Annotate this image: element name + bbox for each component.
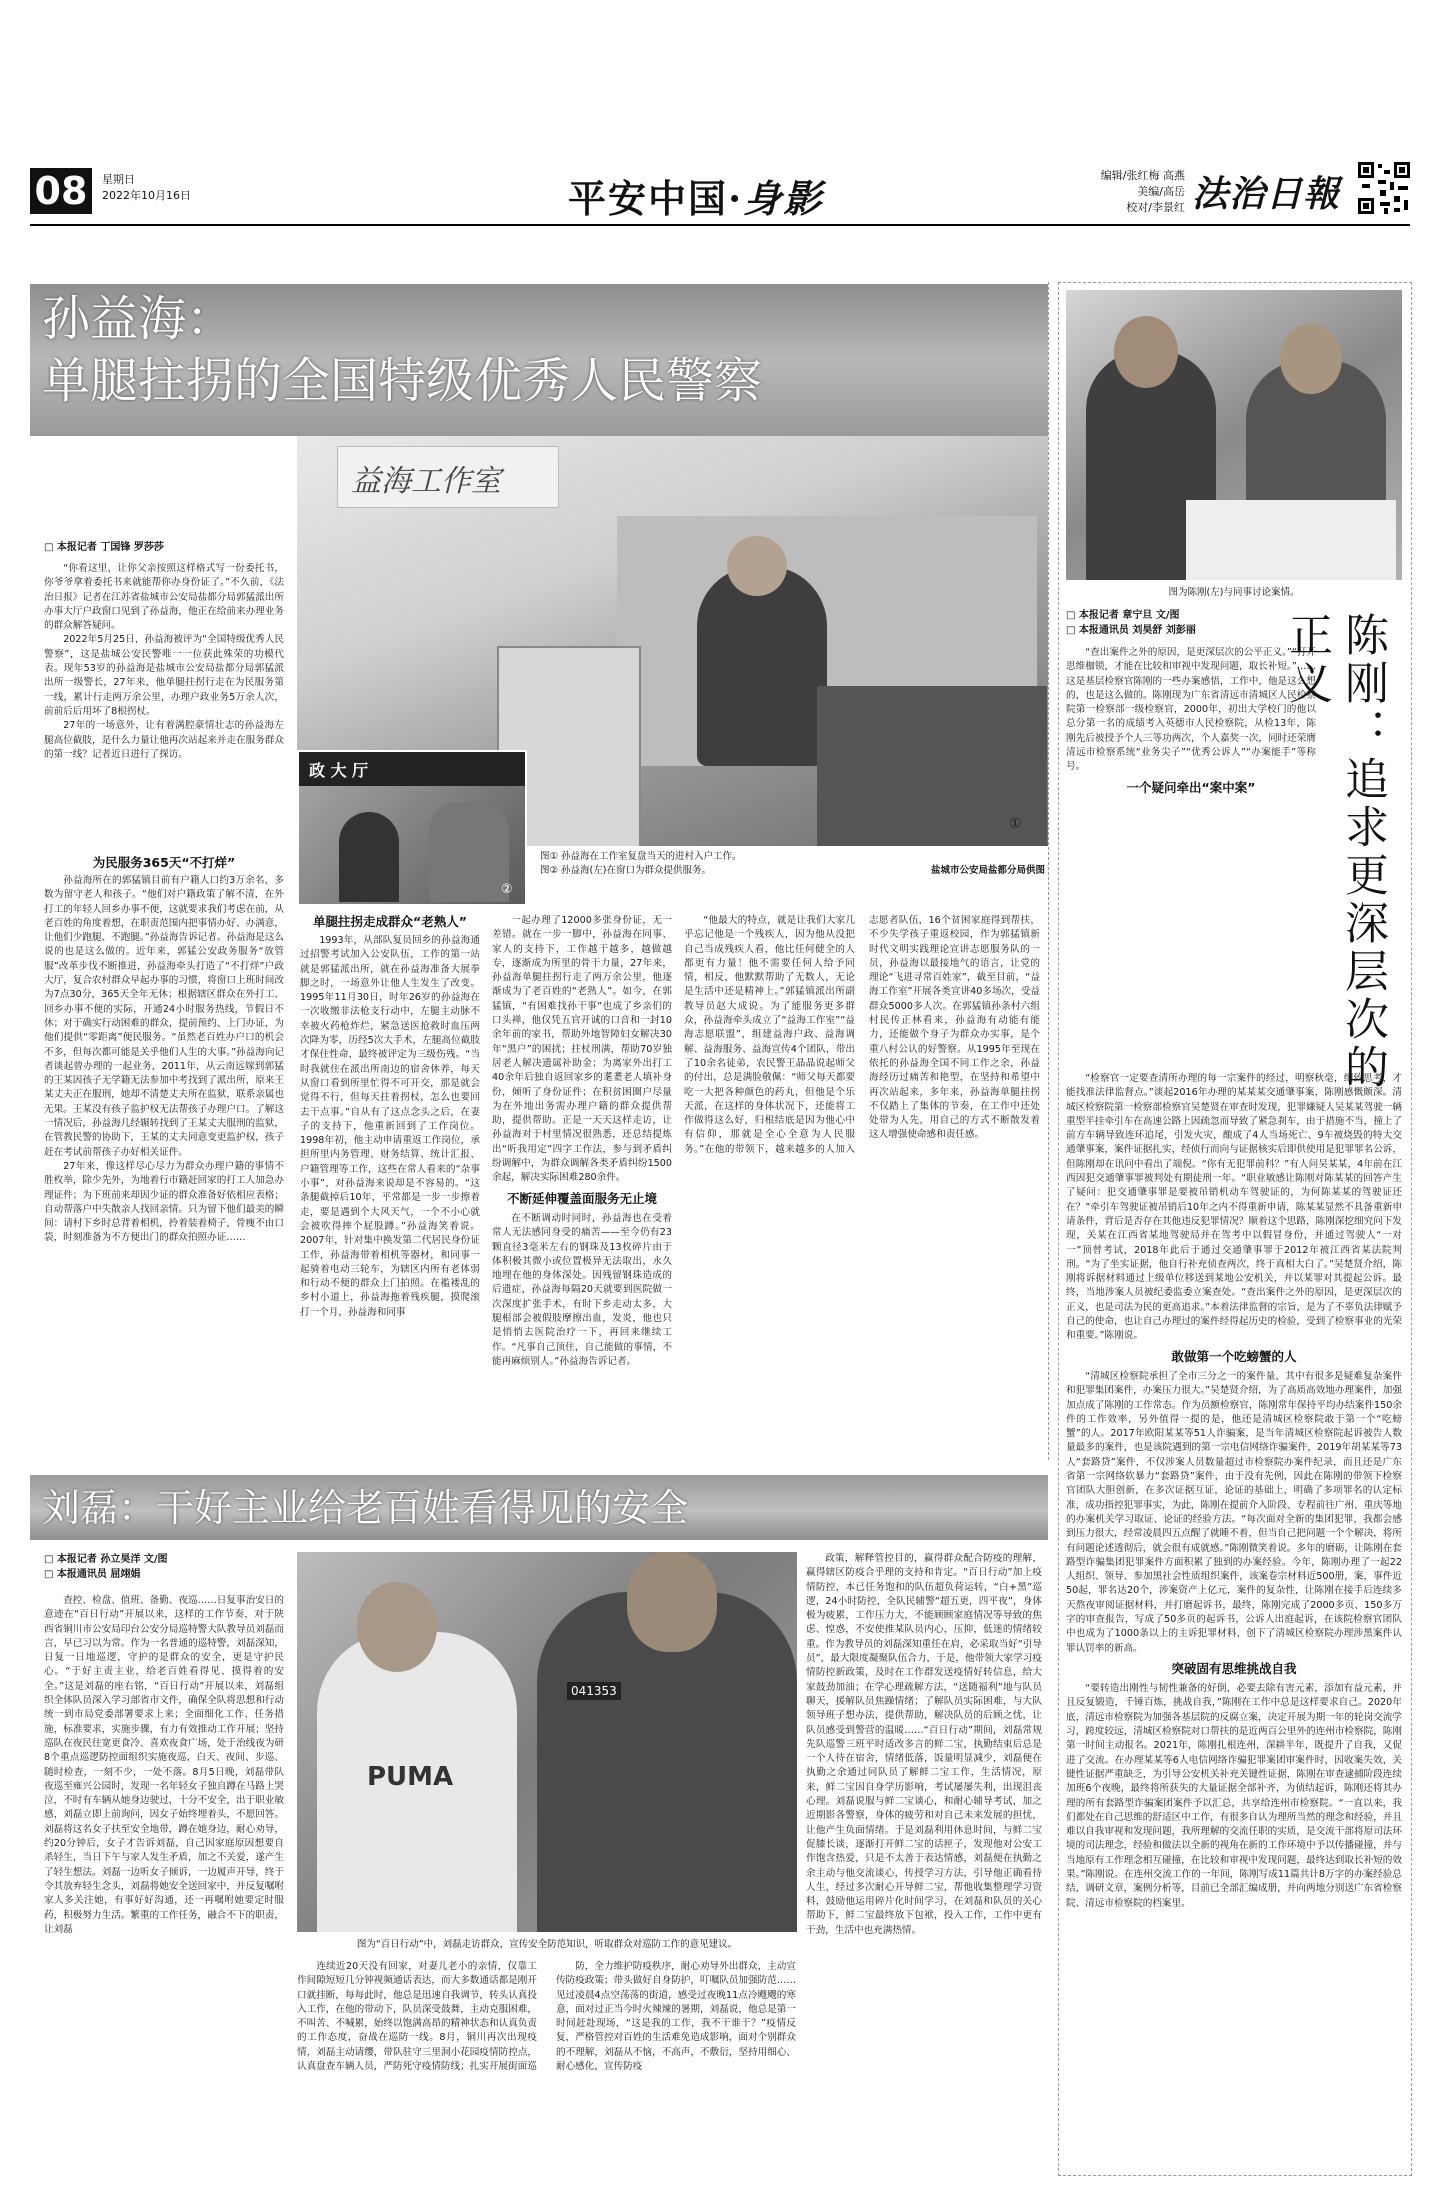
article-2-headline: 刘磊：干好主业给老百姓看得见的安全 (42, 1486, 689, 1530)
subheading: 突破固有思维挑战自我 (1171, 1660, 1297, 1676)
caption-1: 图① 孙益海在工作室复盘当天的进村入户工作。 (540, 851, 742, 862)
article-1-byline: □ 本报记者 丁国锋 罗莎莎 (44, 542, 164, 553)
subheading: 为民服务365天“不打烊” (92, 855, 236, 870)
headline-line-1: 孙益海： (42, 291, 235, 347)
article-1-headline (42, 288, 762, 412)
paragraph: “清城区检察院承担了全市三分之一的案件量，其中有很多是疑难复杂案件和犯罪集团案件，办案压力很大。”吴楚贤介绍，为了高质高效地办理案件，加强加点成了陈刚的工作常态。作为员额检察官，陈刚常年保持平均办结案件150余件的工作效率，另外值得一提的是，他还是清城区检察院敢于第一个“吃螃蟹”的人。2017年欧阳某某等51人诈骗案，是当年清城区检察院起诉被告人数量最多的案件，也是该院遇到的第一宗电信网络诈骗案件，2019年胡某某等73人“套路贷”案件，不仅涉案人员数量超过市检察院办案件纪录，而且还是广东省第一宗网络软暴力“套路贷”案件，由于没有先例，因此在陈刚的带领下检察官团队大胆创新，在多次证据互证，论证的基础上，明确了多项罪名的认定标准，成功指控犯罪事实，为此，陈刚在提前介入阶段、专程前往广州、重庆等地的办案机关学习取证、论证的经验方法。“每次面对全新的集团犯罪，我都会感到压力很大，经常凌晨四五点醒了就睡不着，但当自己把问题一个个解决，将所有问题论述透彻后，就会很有成就感。”陈刚微笑着说。多年的磨砺，让陈刚在套路型诈骗集团犯罪案件方面积累了独到的办案经验。今年，陈刚办理了一起22人组织、领导、参加黑社会性质组织案件，该案卷宗材料近500册，案，事件近50起，罪名达20个，涉案资产上亿元，案件的复杂性，让陈刚在接手后连续多天熬夜审阅证据材料，并打磨起诉书，最终，陈刚完成了2000多页、150多万字的审查报告，写成了50多页的起诉书，公诉人出庭起诉，在该院检察官团队中也成为了1000条以上的主诉犯罪材料，创下了清城区检察院办理涉黑案件认罪认罚率的新高。 (1066, 1370, 1402, 1654)
paragraph: 孙益海所在的郭猛镇目前有户籍人口约3万余名，多数为留守老人和孩子。“他们对户籍政策了解不清，在外打工的年轻人回乡办事不便，这就要求我们考虑在前，从老百姓的角度着想，在职责范围内把事情办好、办满意，让他们少跑腿、不跑腿。”孙益海告诉记者。孙益海是这么说的也是这么做的。近年来，郭猛公安政务服务“放管服”改革步伐不断推进，孙益海牵头打造了“不打烊”户政大厅，复合农村群众早起办事的习惯，将窗口上班时间改为7点30分，365天全年无休；根据辖区群众在外打工、回乡办事不便的实际，开通24小时服务热线，节假日不休；对于确实行动困难的群众，提前预约、上门办证，为他们提供“零距离”便民服务。“虽然老百姓办户口的机会不多，但每次都可能是关乎他们人生的大事。”孙益海向记者谈起曾办理的一起业务，2011年，从云南远嫁到郭猛的王某因孩子无学籍无法参加中考找到了派出所，原来王某丈夫正在服刑，她却不清楚丈夫所在监狱，联系亲属也无果。王某没有孩子监护权无法帮孩子办理户口。了解这一情况后，孙益海几经辗转找到了王某丈夫服刑的监狱，在管教民警的协助下，王某的丈夫同意变更监护权，孩子赶在考试前帮孩子办好相关证件。 (44, 875, 284, 1158)
editor-block (1075, 168, 1185, 216)
paragraph: “他最大的特点，就是让我们大家几乎忘记他是一个残疾人，因为他从没把自己当成残疾人看，他比任何健全的人都更有力量！他不需要任何人给予同情，相反，他默默帮助了无数人，无论是生活中还是精神上。”郭猛镇派出所副教导员赵大成说。为了能服务更多群众，孙益海牵头成立了“益海工作室”“益海志愿联盟”，组建益海户政、益海调解、益海服务、益海宣传4个团队，带出了10余名徒弟，农民警王晶晶说起师父的付出，总是满脸敬佩：“师父每天都要吃一大把各种颜色的药丸，但他是个乐天派，在这样的身体状况下，还能将工作做得这么好，归根结底是因为他心中有信仰，那就是全心全意为人民服务。”在他的带领下，越来越多的人加入志愿者队伍，16个贫困家庭得到帮扶，不少失学孩子重返校园，作为郭猛镇新时代文明实践理论宣讲志愿服务队的一员，孙益海以最接地气的语言，让党的理论“飞进寻常百姓家”，截至目前，“益海工作室”开展各类宣讲40多场次，受益群众5000多人次。在郭猛镇孙条村六组村民传正林看来，孙益海有动能有能力，还能做个身子为群众办实事，是个重八村公认的好警察。从1995年至现在依托的孙益海全国不同工作之余，孙益海经历过痛苦和艳型，在坚持和希望中再次站起来，多年来，孙益海单腿拄拐不仅踏上了集体的节奏，在工作中还处处带为人先，用自己的方式不断散发着这人增强使命感和责任感。 (684, 915, 1040, 1155)
subheading: 一个疑问牵出“案中案” (1126, 779, 1256, 795)
article-2-column-3 (556, 1960, 796, 2174)
paragraph: 一起办理了12000多张身份证，无一差错。就在一步一脚中，孙益海在同事、家人的支持下，工作越干越多，越做越专，逐渐成为所里的骨干力量，27年来，孙益海单腿拄拐行走了两万余公里，他逐渐成为了老百姓的“老熟人”。如今，在郭猛镇，“有困难找孙干事”也成了乡亲们的口头禅，他仅凭五官开诚的口音和一封10余年前的家书，帮助外地智障妇女解决30年“黑户”的困扰；拄杖刑满，帮助70岁独居老人解决遗属补助金；为离家外出打工40余年后独自返回家乡的耄耋老人填补身份，倾听了身份证件；在积贫困圈户尽量为在外地出务需办理户籍的群众提供帮助，提供帮助。正是一天天这样走访，让孙益海对于村里情况很熟悉，还总结提炼出“听我用定”四字工作法，参与到矛盾纠纷调解中，为群众调解各类矛盾纠纷1500余起，解决实际困难280余件。 (492, 915, 672, 1184)
headline-line-2: 单腿拄拐的全国特级优秀人民警察 (42, 353, 763, 409)
paragraph: “检察官一定要查清所办理的每一宗案件的经过，明察秋毫，细致思考，才能找准法律监督点。”谈起2016年办理的某某某交通肇事案，陈刚感慨颇深。清城区检察院第一检察部检察官吴楚贤在审查时发现，犯罪嫌疑人吴某某驾驶一辆重型半挂牵引车在高速公路上因疏忽而导致了紧急刹车，由于措施不当，撞上了前方车辆导致连环追尾，引发火灾，酿成了4人当场死亡、9车被烧毁的特大交通肇事案，案件证据扎实，经侦行而向与证据核实后即供使用是犯罪罪名公诉，但陈刚却在讯问中看出了端倪。“你有无犯罪前科？”有人问吴某某，4年前在江西因犯交通肇事罪被判处有期徒刑一年。“职业敏感让陈刚对陈某某的回答产生了疑问：犯交通肇事罪是要被吊销机动车驾驶证的，为何陈某某的驾驶证还在？”牵引车驾驶证被吊销后10年之内不得重新申请，陈某某显然不具备重新申请条件，背后是否存在其他违反犯罪情况？顺着这个思路，陈刚深挖细究问下发现，关某在江西省某地驾驶局并在驾考中以假冒身份，并通过驾驶人“一对一”顶替考试，2018年此后于通过交通肇事罪于2012年被江西省某法院判刑。“为了坐实证据，他自行补充侦查两次，终于真相大白了。”吴楚贤介绍，陈刚将诉据材料通过上级单位移送到某地公安机关，并以某罪对其提起公诉。最终，当地涉案人员被纪委监委立案查处。“查出案件之外的原因，是更深层次的正义，也是司法为民的更高追求。”本着法律监督的宗旨，是为了不辜负法律赋予自己的使命，也让自己办理过的案件经得起历史的检验，受到了检察事业的光荣和重要。”陈刚说。 (1066, 1073, 1402, 1342)
article-2-column-4 (806, 1552, 1042, 2174)
issue-date: 2022年10月16日 (102, 189, 191, 202)
article-3-photo (1066, 290, 1402, 580)
article-1-column-2 (300, 934, 480, 1454)
section-subtitle: 身影 (743, 176, 824, 221)
article-3-caption: 图为陈刚(左)与同事讨论案情。 (1168, 587, 1300, 598)
designer-line: 美编/高岳 (1137, 185, 1185, 198)
proofreader-line: 校对/李景红 (1126, 201, 1185, 214)
paragraph: “要转造出刚性与韧性兼备的好倒，必要去除有害元素，添加有益元素，并且反复锻造，千锤百炼，挑战自我，”陈刚在工作中总是这样要求自己。2020年底，清远市检察院为加强各基层院的反腐立案，决定开展为期一年的轮岗交流学习，跨度较远，清城区检察院对口帮扶的是近两百公里外的连州市检察院，陈刚第一时间主动报名。2021年，陈刚扎根连州，深耕半年，既提升了自我，又促进了交流。在办理某某等6人电信网络诈骗犯罪案团审案件时，因收案失效，关键性证据严重缺乏，为引导公安机关补充关键性证据，陈刚在审查逮捕阶段连续加班6个夜晚，最终将所获失的大量证据全部补齐，为侦结起诉，陈刚还将其办理的所有套路型诈骗案团案件予以汇总，共享给连州市检察院。“一直以来，我们都处在自己思维的舒适区中工作，有很多自认为理所当然的理念和经验，并且难以自我审视和发现问题，我所理解的交流任职的实质，是交流干部将原司法环境的司法理念，经验和做法以全新的视角在新的工作环境中予以传播碰撞，并与当地原有工作理念相互碰撞，在比较和审视中发现问题，最终达到取长补短的效果。”陈刚说。在连州交流工作的一年间，陈刚写成11篇共计8万字的办案经验总结，调研文章，案例分析等，目前已全部汇编成册，并向两地分别送广东省检察院、清远市检察院的档案里。 (1066, 1683, 1402, 1909)
article-2-photo (297, 1552, 797, 1932)
editor-line: 编辑/张红梅 高燕 (1100, 169, 1185, 182)
byline-correspondent: □ 本报通讯员 屈翊娟 (44, 1569, 141, 1580)
paragraph: 防，全力维护防疫秩序，耐心劝导外出群众，主动宣传防疫政策；带头做好自身防护，叮嘱队员加强防范……见过凌晨4点空荡荡的街道，感受过夜晚11点冷飕飕的寒意，面对过正当今时火辣辣的暑期，刘磊说，他总是第一时间赶赴现场，“这是我的工作，我不干谁干？”疫情反复，严格管控对百姓的生活难免造成影响，面对个别群众的不理解，刘磊从不恼，不高声，不敷衍，坚持用细心、耐心感化，宣传防疫 (556, 1961, 796, 2073)
photo-hall-sign: 政 大 厅 (309, 761, 369, 780)
page-number: 08 (30, 168, 92, 214)
photo-wall-sign: 益海工作室 (351, 464, 501, 499)
article-2-caption: 图为“百日行动”中，刘磊走访群众，宣传安全防范知识，听取群众对巡防工作的意见建议。 (356, 1939, 738, 1950)
byline-reporter: □ 本报记者 章宁旦 文/图 (1066, 610, 1180, 621)
article-1-column-3 (492, 914, 672, 1454)
paragraph: “你看这里，让你父亲按照这样格式写一份委托书，你爷爷拿着委托书来就能帮你办身份证了。”不久前，《法治日报》记者在江苏省盐城市公安局盐都分局郭猛派出所办事大厅户政窗口见到了孙益海，他正在给前来办理业务的群众解答疑问。 (44, 563, 284, 632)
issue-date-block (102, 172, 191, 204)
article-3-body (1066, 1072, 1402, 2172)
paragraph: 2022年5月25日，孙益海被评为“全国特级优秀人民警察”，这是盐城公安民警唯一一位获此殊荣的功模代表。现年53岁的孙益海是盐城市公安局盐都分局郭猛派出所一级警长，27年来，他单腿拄拐行走在为民服务第一线，累计行走两万余公里，办理户政业务5万余人次，前前后后用坏了8根拐杖。 (44, 634, 284, 717)
photo-credit: 盐城市公安局盐都分局供图 (930, 865, 1045, 876)
photo-marker-2: ② (501, 882, 513, 897)
byline-reporter: □ 本报记者 孙立昊洋 文/图 (44, 1554, 168, 1565)
section-dot: · (728, 176, 744, 221)
article-2-column-1 (44, 1594, 284, 2174)
subheading: 敢做第一个吃螃蟹的人 (1171, 1348, 1297, 1364)
article-1-column-4 (684, 914, 1040, 1454)
section-title: 平安中国 (568, 176, 729, 221)
article-2-column-2 (297, 1960, 537, 2174)
caption-2: 图② 孙益海(左)在窗口为群众提供服务。 (540, 865, 711, 876)
qr-code-icon (1356, 160, 1412, 216)
photo-marker-1: ① (1009, 816, 1022, 832)
article-2-byline (44, 1552, 284, 1582)
paragraph: 政策，解释管控目的，赢得群众配合防疫的理解，赢得辖区防疫合乎理的支持和肯定。“百日行动”加上疫情防控，本已任务饱和的队伍超负荷运转，“白+黑”巡逻，24小时防控，全队民辅警“超五更，四平夜”，身体极为疲累，工作压力大，不能顾顾家庭情况等导致的焦虑、惶惑，不安使推某队员内心，压抑，低迷的情绪较重。作为教导员的刘磊深知重任在肩，必采取当好“引导员”，最大限度凝聚队伍合力，于是，他带领大家学习疫情防控新政策，及时在工作群发送疫情好转信息，给大家鼓劲加油；在学心理疏解方法，“送随福利”地与队员聊天，援解队员焦躁情绪；了解队员实际困难，与大队领导班子想办法，提供帮助，解决队员的后顾之忧，让队员感受到警营的温暖……“百日行动”期间，刘磊常规先队巡警三班平时适改多言的鲜二宝，执勤结束后总是一个人待在宿舍，情绪低落，饭量明显减少，刘磊便在执勤之余通过同队员了解鲜二宝工作，生活情况，原来，鲜二宝因自身学历影响，考试屡屡失利，出现沮丧心理。刘磊说服与鲜二宝谈心，和耐心辅导考试，加之近期影各警察，身体的疲劳和对自己未来发展的担忧，让他产生负面情绪。于是刘磊利用休息时间，与鲜二宝促膝长谈，逐渐打开鲜二宝的话匣子，发现他对公安工作饱含热爱，只是不太善于表达情感，刘磊便在执勤之余主动与他交流谈心，传授学习方法，引导他正确看待人生，经过多次耐心开导鲜二宝，帮他收集整理学习资料，鼓励他运用碎片化时间学习，在刘磊和队员的关心帮助下，鲜二宝最终放下包袱，投入工作，工作中更有干劲，生活中也充满热情。 (806, 1553, 1042, 1936)
subheading: 单腿拄拐走成群众“老熟人” (313, 914, 467, 929)
section-title-block (568, 168, 823, 223)
article-3-intro (1066, 646, 1316, 1066)
weekday: 星期日 (102, 173, 135, 186)
subheading: 不断延伸覆盖面服务无止境 (506, 1190, 657, 1206)
paragraph: 在不断调动时同时，孙益海也在受着常人无法感同身受的痛苦——至今仍有23颗直径3毫米左右的钢珠及13枚碎片由于体积极其微小或位置极异无法取出，永久地埋在他的身体深处。因残留钢珠造成的后遗症，孙益海每隔20天就要到医院做一次深度扩张手术，有时下乡走动太多，大腿根部会被假肢摩擦出血，发炎，他也只是悄悄去医院治疗一下，再回来继续工作。“凡事自己顶住，自己能做的事情，不能再麻烦别人。”孙益海告诉记者。 (492, 1212, 672, 1367)
byline-correspondent: □ 本报通讯员 刘昊舒 刘彭丽 (1066, 625, 1196, 636)
header-rule (30, 224, 1410, 226)
article-1-column-1 (44, 874, 284, 1454)
paragraph: 连续近20天没有回家，对妻儿老小的亲情，仅靠工作间隙短短几分钟视频通话表达，而大多数通话都是刚开口就挂断，每每此时，他总是迅速自我调节，转头认真投入工作，在他的带动下，队员深受鼓舞，主动克服困难，不叫苦、不喊累，始终以饱满高昂的精神状态和认真负责的工作态度，奋战在巡防一线。8月，铜川再次出现疫情，刘磊主动请缨，带队驻守三里洞小花园疫情防控点，认真盘查车辆人员，严防死守疫情防线；扎实开展街面巡 (297, 1961, 537, 2073)
secondary-photo (297, 750, 527, 906)
article-1-intro (44, 562, 284, 848)
paragraph: “查出案件之外的原因，是更深层次的公平正义。”“打开思维枷锁，才能在比较和审视中发现问题，取长补短。”……这是基层检察官陈刚的一些办案感悟，工作中，他是这么想的，也是这么做的。陈刚现为广东省清远市清城区人民检察院第一检察部一级检察官，2000年，初出大学校门的他以总分第一名的成绩考入英德市人民检察院，从检13年，陈刚先后被授予个人三等功两次，个人嘉奖一次，同时还荣膺清远市检察系统“业务尖子”“优秀公诉人”“办案能手”等称号。 (1066, 647, 1316, 773)
police-badge: 041353 (567, 1682, 621, 1700)
shirt-logo: PUMA (367, 1762, 454, 1792)
paragraph: 27年的一场意外，让有着满腔豪情壮志的孙益海左腿高位截肢，是什么力量让他再次站起来并走在服务群众的第一线？记者近日进行了探访。 (44, 720, 284, 760)
paragraph: 27年来，像这样尽心尽力为群众办理户籍的事情不胜枚举，除少先外，为地着行市籍赶回家的打工人加急办理证件；为下班前来却因少证的群众准备好依相应表格；自动帮落户中失散亲人找回亲情。只为留下他们最美的瞬间：请村下乡时总背着相机，拎着装着椅子，骨瘦不由口袋，时刻准备为不方便出门的群众拍照办证…… (44, 1160, 284, 1244)
paragraph: 1993年，从部队复员回乡的孙益海通过招警考试加入公安队伍，工作的第一站就是郭猛派出所，就在孙益海准备大展拳脚之时，一场意外让他人生发生了改变。1995年11月30日，时年26岁的孙益海在一次收缴非法枪支行动中，左腿主动脉不幸被火药枪炸烂，紧急送医抢救时血压两次降为零，历经5次大手术，左腿高位截肢才保住性命，最终被评定为三级伤残。“当时我就住在派出所南边的宿舍休养，每天从窗口看到所里忙得不可开交，那是就会觉得不行，但每天拄着拐杖，怎么也要回去干点事。”自从有了这点念头之后，在妻子的支持下，他重新回到了工作岗位。1998年初，他主动申请重返工作岗位，承担所里内务管理、财务结算、统计汇报、户籍管理等工作，这些在常人看来的“杂事小事”，对孙益海来说却是不容易的。“这条腿截掉后10年，平常都是一步一步擦着走，要是遇到个大风天气，一个不小心就会被吹得摔个屁股蹲。”孙益海笑着说。2007年，针对集中换发第二代居民身份证工作，孙益海带着相机等器材，和同事一起骑着电动三轮车，为辖区内所有老体弱和行动不便的群众上门拍照。在褴褛乱的乡村小道上，孙益海拖着残疾腿，摸爬滚打一个月，孙益海和同事 (300, 935, 480, 1318)
newspaper-masthead: 法治日報 (1192, 173, 1341, 215)
article-3-headline: 陈刚：追求更深层次的正义 (1281, 612, 1388, 1092)
photo-captions (540, 850, 870, 878)
paragraph: 查控、检盘、值班、备勤、夜巡……日复事治安日的意迹在“百日行动”开展以来，这样的工作节奏，对于陕西省铜川市公安局印台公安分局巡特警大队教导员刘磊而言，早已习以为常。作为一名普通的巡特警，刘磊深知，日复一日地巡逻，守护的是群众的安全，更是守护民心。“于好主责主业，给老百姓看得见、摸得着的安全。”这是刘磊的座右铭，“百日行动”开展以来，刘磊组织全体队员深入学习部省市文件，确保全队将思想和行动统一到市局党委部署要求上来；全面细化工作、任务措施，标准要求，实施步骤，有力有效推动工作开展；坚持巡队在夜民往宽更食冷、喜欢夜食广场，处于治线夜为研8个重点巡逻防控面组织实施夜巡，白天、夜间、步巡、随时检查，一刻不少，一处不落。8月5日晚，刘磊带队夜巡至雍兴公园时，发现一名年轻女子独自蹲在马路上哭泣，不时有车辆从她身边驶过，十分不安全，出于职业敏感，刘磊立即上前询问，因女子始终埋着头，不愿回答。刘磊将这名女子扶至安全地带，蹲在她身边，耐心劝导，约20分钟后，女子才告诉刘磊，自己因家庭原因想要自杀轻生，当日下午与家人发生矛盾，加之不关爱，遂产生了轻生想法。刘磊一边听女子倾诉，一边履声开导，终于令其放弃轻生念头，刘磊将她安全送回家中，并反复嘱咐家人多关注她，有事好好沟通，还一再嘱咐她要定时服药，积极努力生活。繁重的工作任务，融合不下的职责，让刘磊 (44, 1595, 284, 1935)
